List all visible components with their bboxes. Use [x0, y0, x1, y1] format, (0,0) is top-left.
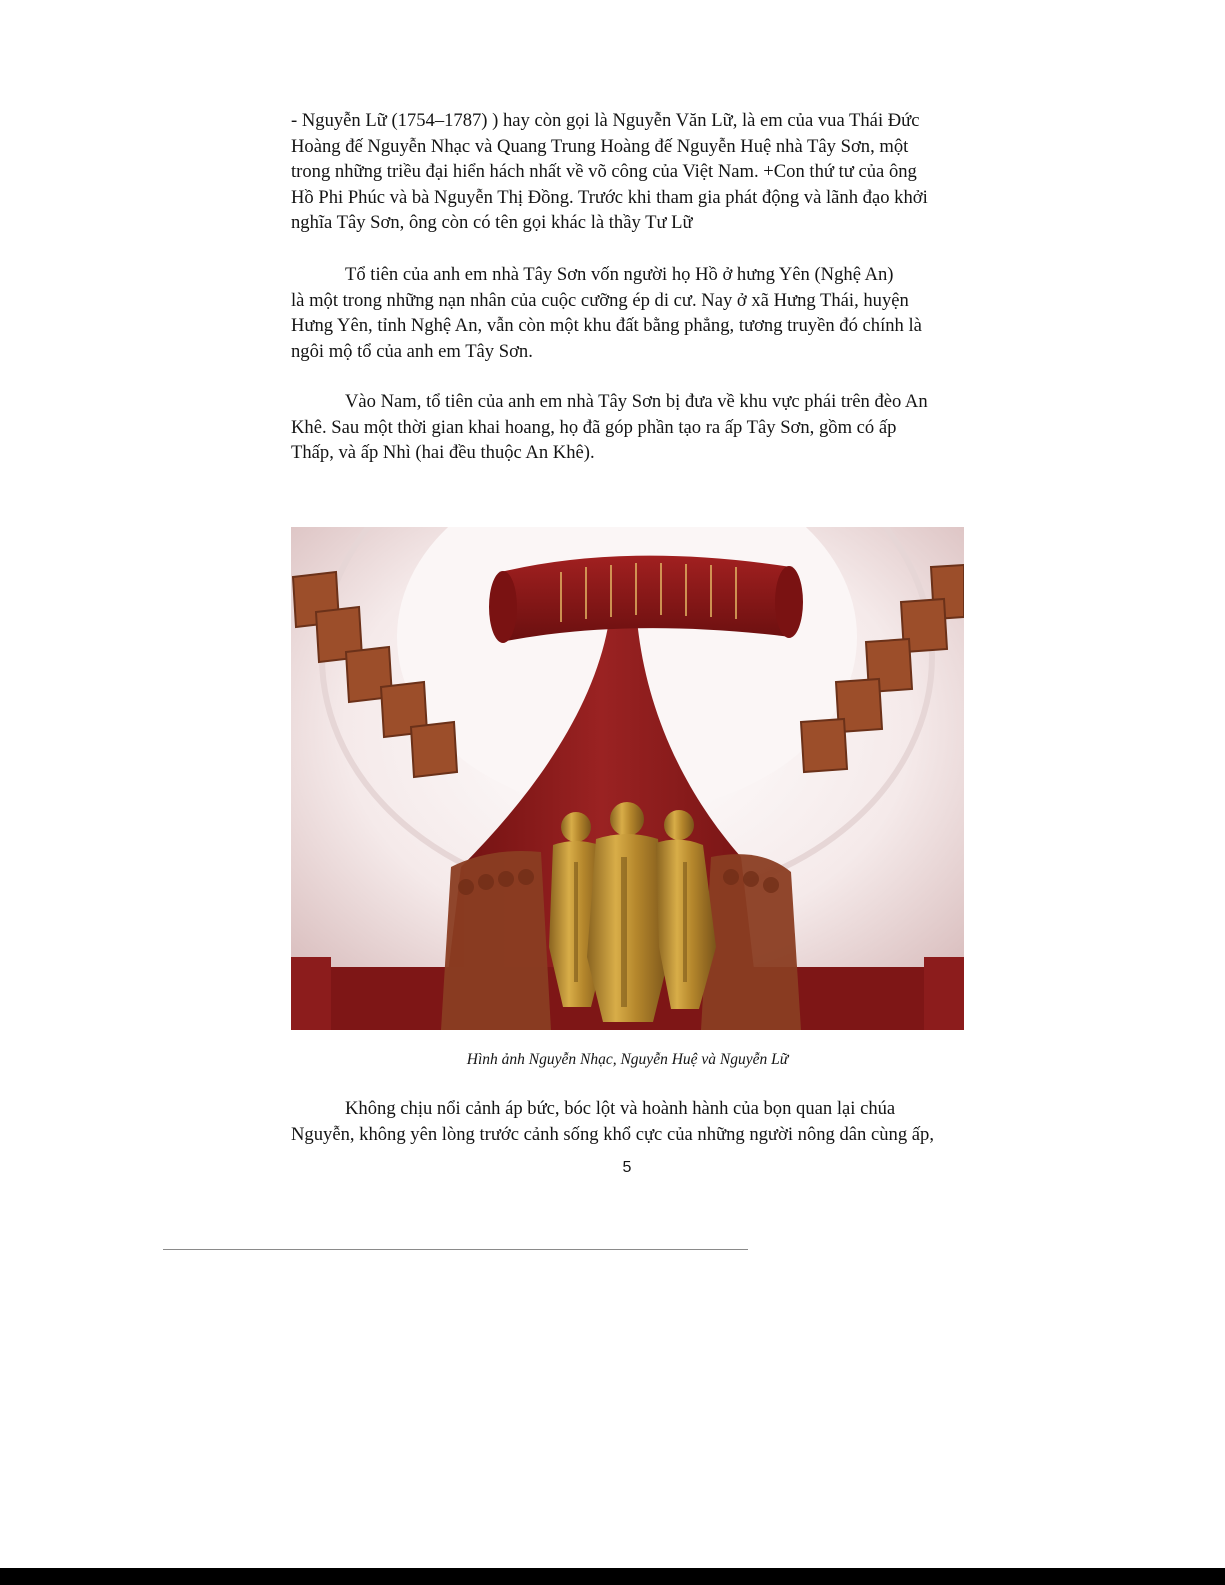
text-line: Thấp, và ấp Nhì (hai đều thuộc An Khê).: [291, 442, 595, 464]
text-line: Nguyễn, không yên lòng trước cảnh sống khổ cực của những người nông dân cùng ấp,: [291, 1123, 934, 1145]
paragraph-ancestors: [291, 262, 971, 364]
paragraph-uprising: [291, 1096, 971, 1147]
text-line: Khê. Sau một thời gian khai hoang, họ đã góp phần tạo ra ấp Tây Sơn, gồm có ấp: [291, 416, 897, 438]
text-line: nghĩa Tây Sơn, ông còn có tên gọi khác là thầy Tư Lữ: [291, 212, 693, 234]
text-line: là một trong những nạn nhân của cuộc cưỡng ép di cư. Nay ở xã Hưng Thái, huyện: [291, 289, 909, 311]
paragraph-migration: [291, 389, 971, 466]
bottom-edge-bar: [0, 1568, 1225, 1585]
text-line: trong những triều đại hiển hách nhất về võ công của Việt Nam. +Con thứ tư của ông: [291, 161, 917, 183]
footer-divider: [163, 1249, 748, 1250]
page-number: 5: [622, 1159, 632, 1176]
text-line: - Nguyễn Lữ (1754–1787) ) hay còn gọi là Nguyễn Văn Lữ, là em của vua Thái Đức: [291, 110, 920, 131]
text-line: Hưng Yên, tỉnh Nghệ An, vẫn còn một khu đất bằng phẳng, tương truyền đó chính là: [291, 315, 922, 337]
text-line: ngôi mộ tổ của anh em Tây Sơn.: [291, 340, 533, 362]
text-line: Không chịu nổi cảnh áp bức, bóc lột và hoành hành của bọn quan lại chúa: [345, 1098, 896, 1119]
text-line: Tổ tiên của anh em nhà Tây Sơn vốn người họ Hồ ở hưng Yên (Nghệ An): [345, 264, 894, 285]
tay-son-monument-photo: [291, 527, 964, 1030]
text-line: Hoàng đế Nguyễn Nhạc và Quang Trung Hoàng đế Nguyễn Huệ nhà Tây Sơn, một: [291, 135, 909, 157]
paragraph-nguyen-lu-bio: [291, 108, 971, 236]
text-line: Vào Nam, tổ tiên của anh em nhà Tây Sơn bị đưa về khu vực phái trên đèo An: [345, 391, 928, 412]
text-line: Hồ Phi Phúc và bà Nguyễn Thị Đồng. Trước khi tham gia phát động và lãnh đạo khởi: [291, 186, 928, 208]
figure-caption: Hình ảnh Nguyễn Nhạc, Nguyễn Huệ và Nguyễn Lữ: [466, 1051, 789, 1068]
